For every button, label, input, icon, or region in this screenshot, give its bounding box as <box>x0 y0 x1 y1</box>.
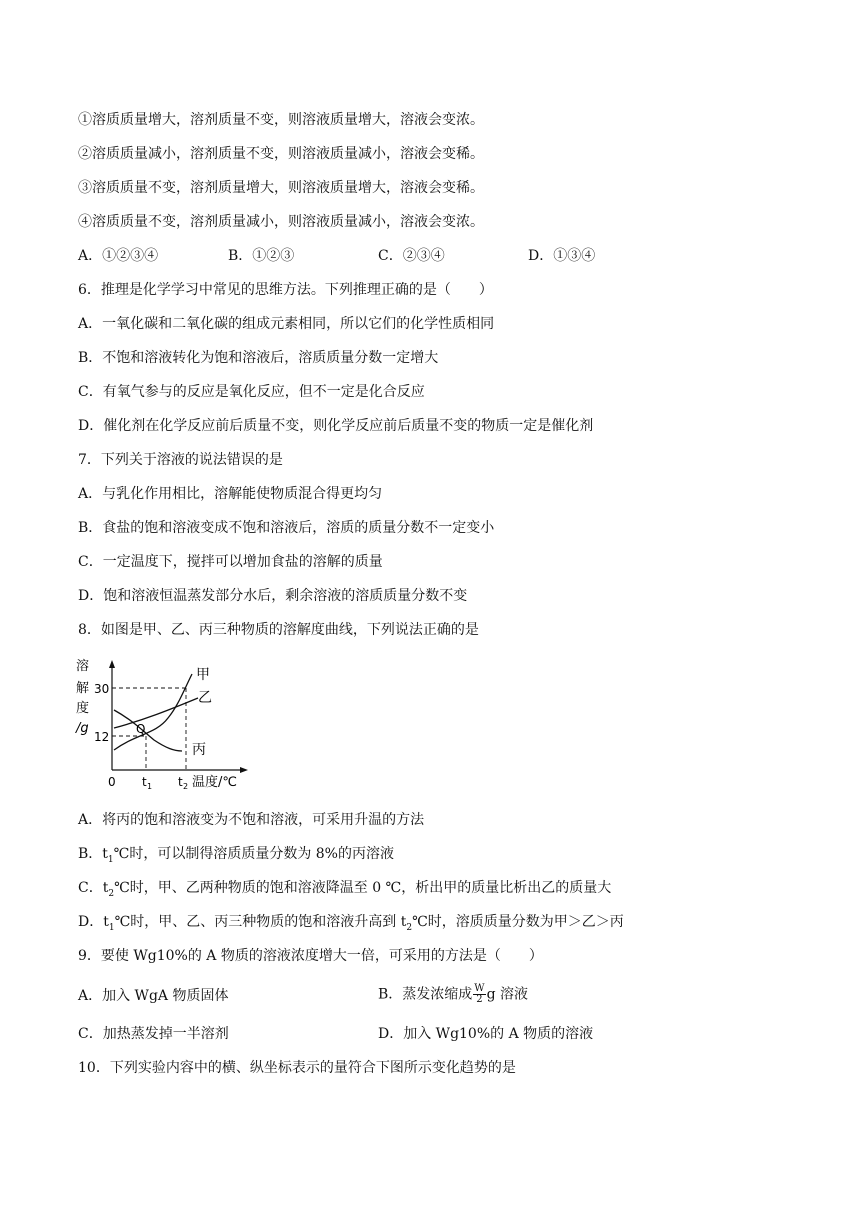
q8-stem: 8．如图是甲、乙、丙三种物质的溶解度曲线，下列说法正确的是 <box>78 622 479 638</box>
q6-option-c: C．有氧气参与的反应是氧化反应，但不一定是化合反应 <box>78 384 425 400</box>
q8-option-c: C．$t_2℃$时，甲、乙两种物质的饱和溶液降温至 0 ℃，析出甲的质量比析出乙的质量大 <box>78 880 612 899</box>
q6-option-b: B．不饱和溶液转化为饱和溶液后，溶质质量分数一定增大 <box>78 350 439 366</box>
x-tick-t1-sub: 1 <box>147 782 153 791</box>
ylabel-char-1: 溶 <box>76 659 90 674</box>
q10-stem: 10．下列实验内容中的横、纵坐标表示的量符合下图所示变化趋势的是 <box>78 1060 516 1076</box>
q7-option-a: A．与乳化作用相比，溶解能使物质混合得更均匀 <box>78 486 383 502</box>
ylabel-char-4: /g <box>76 721 89 736</box>
curve-bing <box>114 710 182 751</box>
point-q-label: Q <box>136 722 146 736</box>
ylabel-char-2: 解 <box>76 681 90 696</box>
q5-option-c: C．②③④ <box>378 248 445 264</box>
curve-yi <box>114 698 198 728</box>
q6-option-a: A．一氧化碳和二氧化碳的组成元素相同，所以它们的化学性质相同 <box>78 316 495 332</box>
q9-option-c: C．加热蒸发掉一半溶剂 <box>78 1026 229 1042</box>
series-label-jia: 甲 <box>196 667 210 683</box>
fraction-w-over-2: $\frac{W}{2}$ <box>474 983 485 1005</box>
x-tick-t2: t <box>178 775 183 789</box>
x-tick-0: 0 <box>108 775 116 789</box>
q5-option-a: A．①②③④ <box>78 248 159 264</box>
statement-1: ①溶质质量增大，溶剂质量不变，则溶液质量增大，溶液会变浓。 <box>78 112 484 128</box>
x-axis-label: 温度/℃ <box>192 775 237 790</box>
ylabel-char-3: 度 <box>76 701 90 716</box>
q5-option-d: D．①③④ <box>528 248 596 264</box>
q7-stem: 7．下列关于溶液的说法错误的是 <box>78 452 283 468</box>
q7-option-b: B．食盐的饱和溶液变成不饱和溶液后，溶质的质量分数不一定变小 <box>78 520 495 536</box>
series-label-bing: 丙 <box>192 742 206 758</box>
solubility-curve-graph <box>74 654 254 794</box>
x-tick-t1: t <box>142 775 147 789</box>
q8-option-b: B．$t_1℃$时，可以制得溶质质量分数为 8%的丙溶液 <box>78 846 394 865</box>
statement-4: ④溶质质量不变，溶剂质量减小，则溶液质量减小，溶液会变浓。 <box>78 214 484 230</box>
y-tick-30: 30 <box>94 682 110 696</box>
x-tick-t2-sub: 2 <box>183 782 189 791</box>
y-tick-12: 12 <box>94 730 110 744</box>
q8-option-a: A．将丙的饱和溶液变为不饱和溶液，可采用升温的方法 <box>78 812 425 828</box>
q8-option-d: D．$t_1℃$时，甲、乙、丙三种物质的饱和溶液升高到 $t_2℃$时，溶质质量分数为甲＞乙＞丙 <box>78 914 624 933</box>
q5-option-b: B．①②③ <box>228 248 295 264</box>
y-axis-arrow <box>109 660 115 668</box>
q9-option-b: B．蒸发浓缩成 $\frac{W}{2}$ g 溶液 <box>378 983 528 1005</box>
statement-3: ③溶质质量不变，溶剂质量增大，则溶液质量增大，溶液会变稀。 <box>78 180 484 196</box>
q7-option-c: C．一定温度下，搅拌可以增加食盐的溶解的质量 <box>78 554 383 570</box>
series-label-yi: 乙 <box>198 690 212 706</box>
q7-option-d: D．饱和溶液恒温蒸发部分水后，剩余溶液的溶质质量分数不变 <box>78 588 468 604</box>
q9-option-a: A．加入 WgA 物质固体 <box>78 988 229 1004</box>
q9-option-d: D．加入 Wg10%的 A 物质的溶液 <box>378 1026 594 1042</box>
q6-stem: 6．推理是化学学习中常见的思维方法。下列推理正确的是（ ） <box>78 282 493 298</box>
q6-option-d: D．催化剂在化学反应前后质量不变，则化学反应前后质量不变的物质一定是催化剂 <box>78 418 594 434</box>
statement-2: ②溶质质量减小，溶剂质量不变，则溶液质量减小，溶液会变稀。 <box>78 146 484 162</box>
x-axis-arrow <box>240 767 248 773</box>
q9-stem: 9．要使 Wg10%的 A 物质的溶液浓度增大一倍，可采用的方法是（ ） <box>78 948 543 964</box>
